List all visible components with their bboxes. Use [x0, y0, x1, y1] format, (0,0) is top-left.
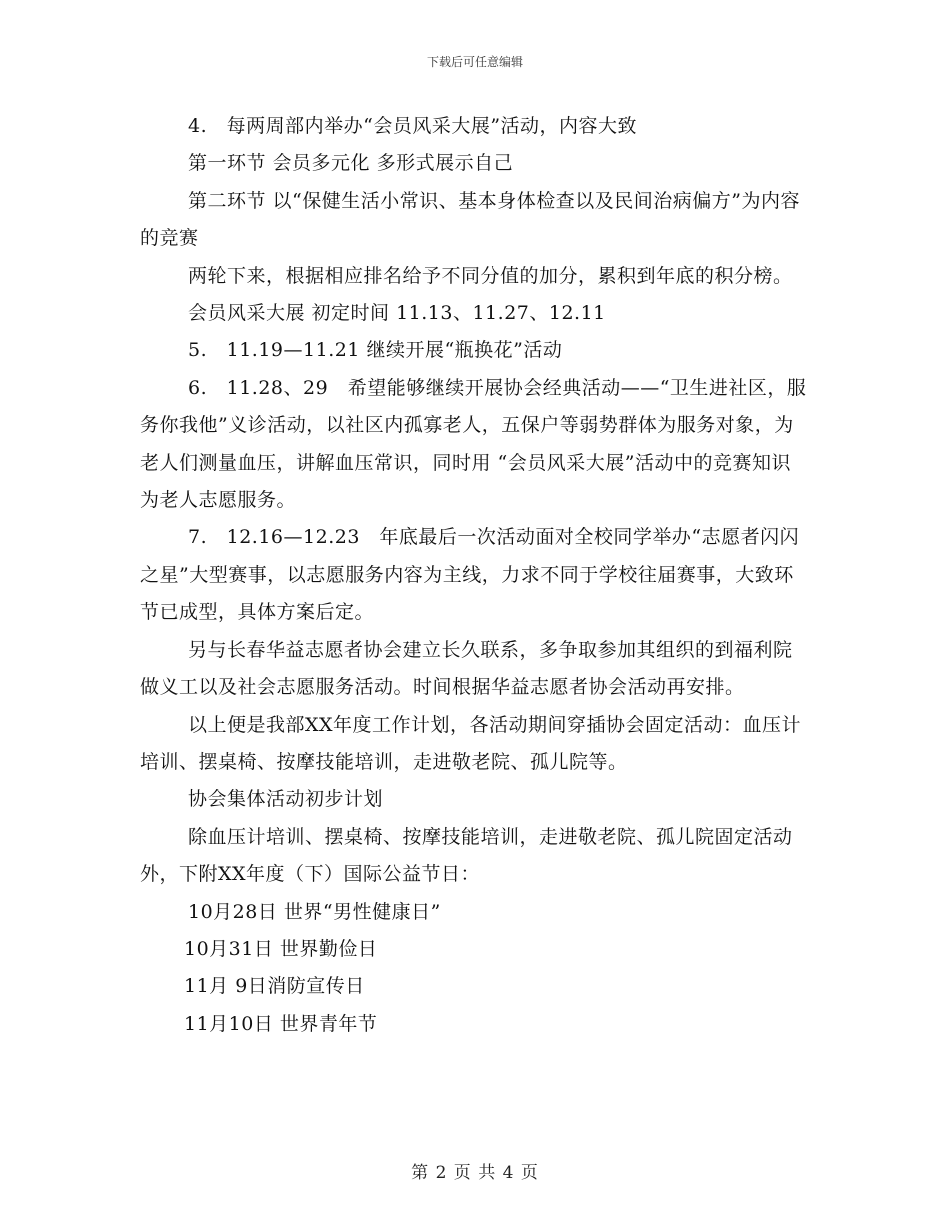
paragraph-summary: 以上便是我部XX年度工作计划，各活动期间穿插协会固定活动：血压计培训、摆桌椅、按摩技能培训，走进敬老院、孤儿院等。	[140, 713, 802, 773]
paragraph-item-6: 6. 11.28、29 希望能够继续开展协会经典活动——“卫生进社区，服务你我他”义诊活动，以社区内孤寡老人，五保户等弱势群体为服务对象，为老人们测量血压，讲解血压常识，同时用 “会员风采大展”活动中的竞赛知识为老人志愿服务。	[140, 376, 807, 512]
paragraph-first-stage: 第一环节 会员多元化 多形式展示自己	[188, 152, 514, 175]
paragraph-item-4: 4. 每两周部内举办“会员风采大展”活动，内容大致	[188, 115, 638, 137]
paragraph-huayi: 另与长春华益志愿者协会建立长久联系，多争取参加其组织的到福利院做义工以及社会志愿服务活动。时间根据华益志愿者协会活动再安排。	[140, 638, 793, 699]
paragraph-second-stage: 第二环节 以“保健生活小常识、基本身体检查以及民间治病偏方”为内容的竞赛	[140, 189, 800, 250]
festival-oct-31: 10月31日 世界勤俭日	[184, 937, 378, 960]
paragraph-scoring: 两轮下来，根据相应排名给予不同分值的加分，累积到年底的积分榜。	[188, 264, 793, 287]
paragraph-schedule: 会员风采大展 初定时间 11.13、11.27、12.11	[188, 302, 606, 325]
page-footer: 第 2 页 共 4 页	[411, 1163, 539, 1183]
paragraph-festivals-intro: 除血压计培训、摆桌椅、按摩技能培训，走进敬老院、孤儿院固定活动外，下附XX年度（下）国际公益节日：	[140, 825, 793, 886]
document-body	[140, 108, 810, 1043]
paragraph-item-7: 7. 12.16—12.23 年底最后一次活动面对全校同学举办“志愿者闪闪之星”大型赛事，以志愿服务内容为主线，力求不同于学校往届赛事，大致环节已成型，具体方案后定。	[140, 526, 800, 624]
paragraph-item-5: 5. 11.19—11.21 继续开展“瓶换花”活动	[188, 339, 563, 362]
festival-nov-10: 11月10日 世界青年节	[184, 1012, 378, 1035]
page-header: 下载后可任意编辑	[426, 55, 523, 69]
paragraph-collective-heading: 协会集体活动初步计划	[188, 788, 384, 811]
festival-oct-28: 10月28日 世界“男性健康日”	[188, 900, 441, 923]
festival-nov-9: 11月 9日消防宣传日	[184, 975, 365, 998]
